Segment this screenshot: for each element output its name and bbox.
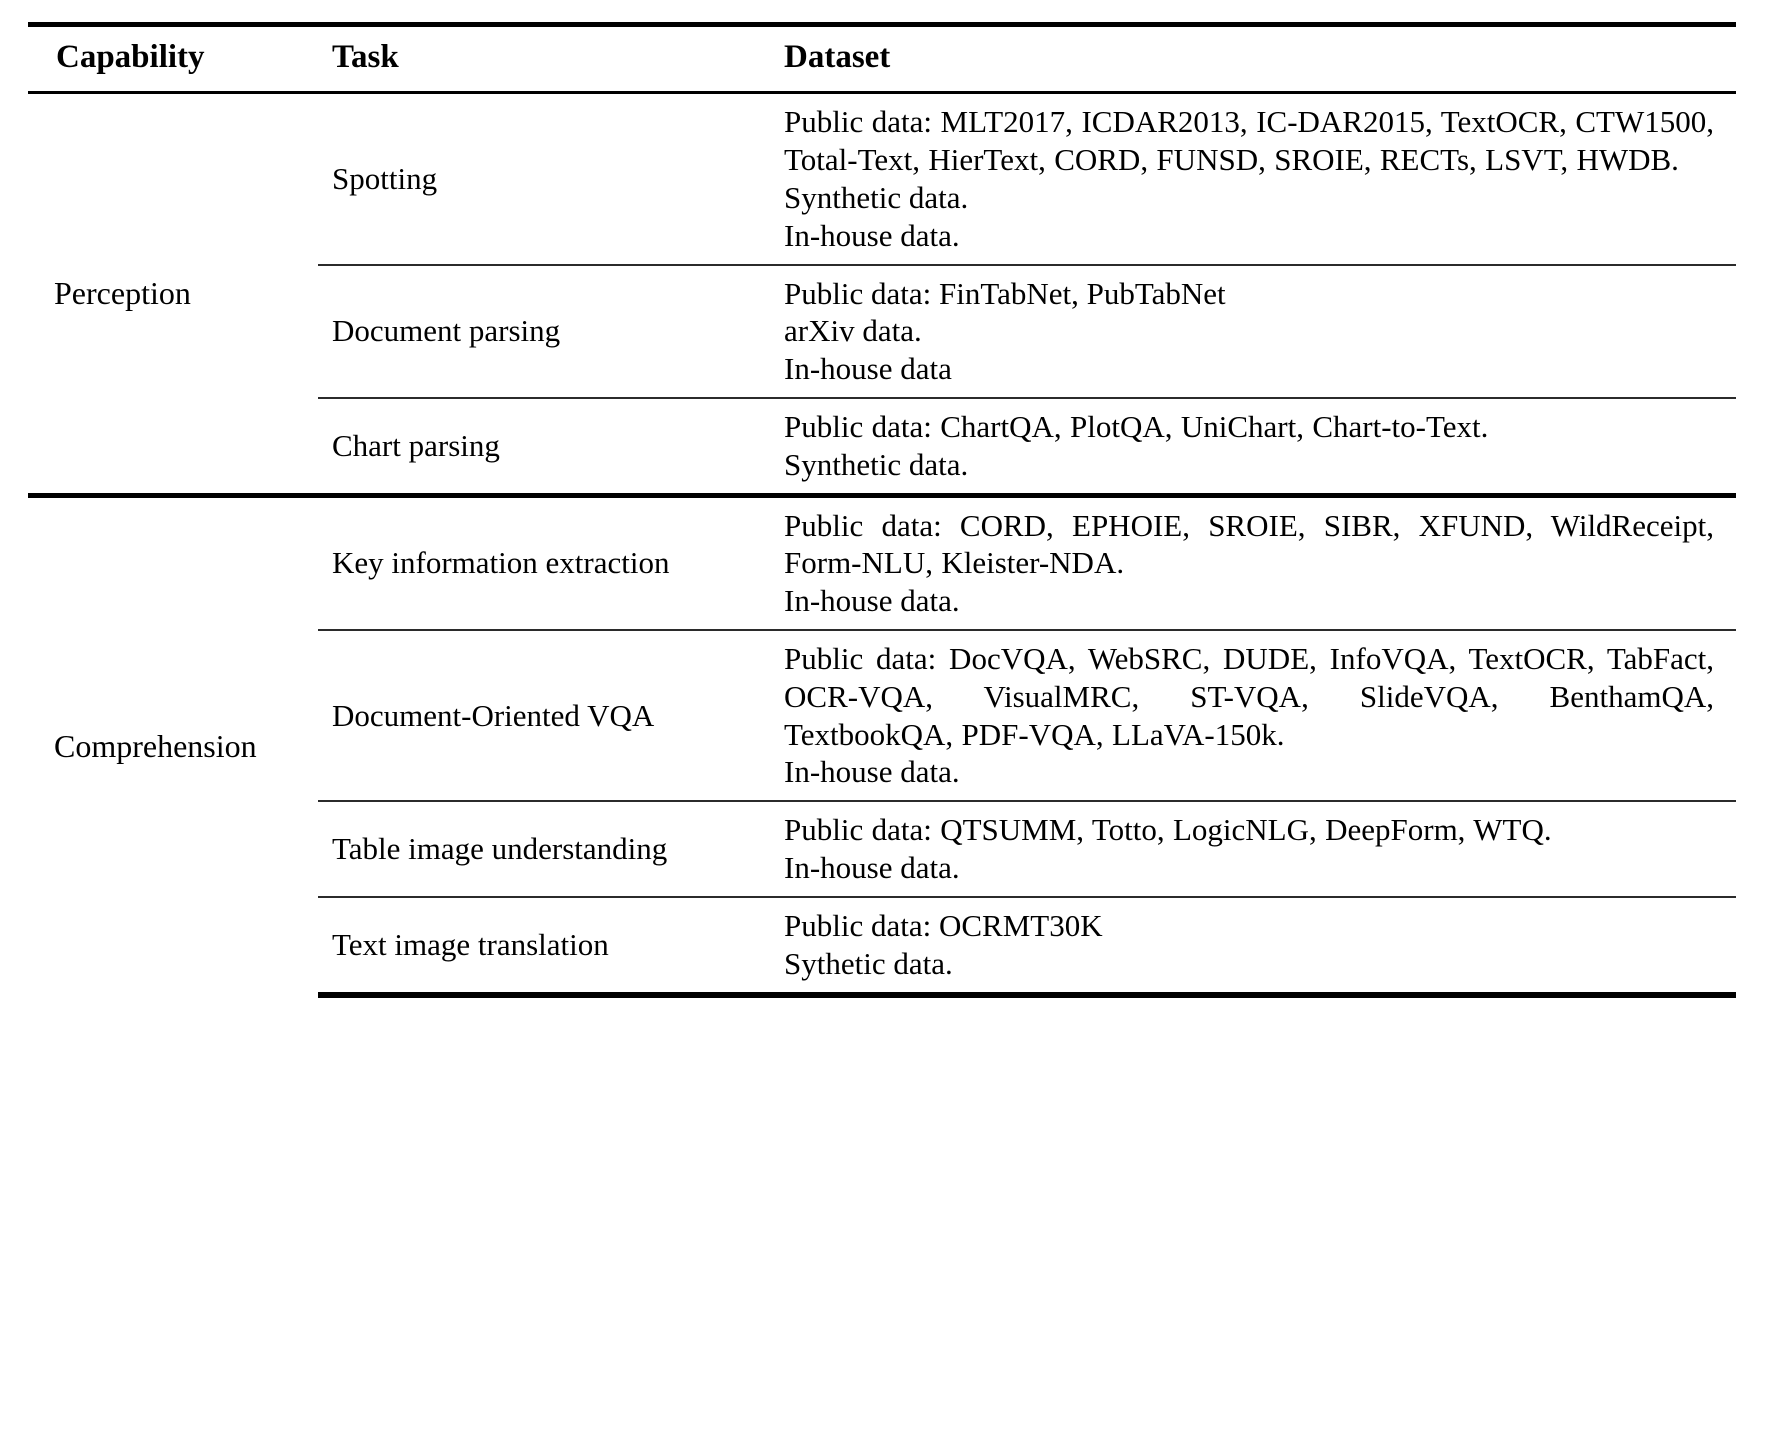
table-row [28, 495, 1736, 630]
header-row [28, 25, 1736, 93]
dataset-line-inhouse: In-house data. [784, 850, 960, 886]
dataset-line-public: Public data: DocVQA, WebSRC, DUDE, InfoVQA, TextOCR, TabFact, OCR-VQA, VisualMRC, ST-VQA, SlideVQA, BenthamQA, TextbookQA, PDF-VQA, LLaVA-150k. [784, 641, 1714, 752]
task-cell-text-image-translation: Text image translation [318, 897, 770, 995]
dataset-cell-chart-parsing [770, 398, 1736, 495]
dataset-cell-document-parsing [770, 265, 1736, 398]
dataset-line-inhouse: In-house data. [784, 583, 960, 619]
dataset-line-inhouse: In-house data. [784, 217, 960, 253]
table-row [28, 93, 1736, 265]
dataset-line-public: Public data: QTSUMM, Totto, LogicNLG, DeepForm, WTQ. [784, 812, 1552, 848]
capability-cell-perception: Perception [54, 274, 191, 311]
column-header-dataset: Dataset [770, 25, 1736, 93]
table-header [28, 25, 1736, 93]
dataset-line-inhouse: In-house data. [784, 754, 960, 790]
task-cell-document-oriented-vqa: Document-Oriented VQA [318, 630, 770, 801]
dataset-cell-document-oriented-vqa [770, 630, 1736, 801]
capability-task-dataset-table [28, 22, 1736, 998]
dataset-line-synthetic: Synthetic data. [784, 446, 969, 482]
dataset-line-synthetic: Synthetic data. [784, 179, 969, 215]
dataset-line-public: Public data: FinTabNet, PubTabNet [784, 275, 1226, 311]
dataset-cell-table-image-understanding [770, 801, 1736, 897]
dataset-line-inhouse: In-house data [784, 351, 952, 387]
dataset-line-public: Public data: ChartQA, PlotQA, UniChart, Chart-to-Text. [784, 408, 1489, 444]
task-cell-chart-parsing: Chart parsing [318, 398, 770, 495]
task-cell-key-information-extraction: Key information extraction [318, 495, 770, 630]
task-cell-table-image-understanding: Table image understanding [318, 801, 770, 897]
dataset-line-sythetic: Sythetic data. [784, 945, 953, 981]
column-header-capability: Capability [28, 25, 318, 93]
dataset-line-public: Public data: CORD, EPHOIE, SROIE, SIBR, XFUND, WildReceipt, Form-NLU, Kleister-NDA. [784, 507, 1714, 581]
dataset-line-public: Public data: MLT2017, ICDAR2013, IC-DAR2015, TextOCR, CTW1500, Total-Text, HierText, CORD, FUNSD, SROIE, RECTs, LSVT, HWDB. [784, 104, 1714, 178]
dataset-cell-spotting [770, 93, 1736, 265]
dataset-line-public: Public data: OCRMT30K [784, 907, 1103, 943]
dataset-cell-text-image-translation [770, 897, 1736, 995]
capability-cell-comprehension: Comprehension [28, 495, 318, 994]
task-cell-document-parsing: Document parsing [318, 265, 770, 398]
table-body [28, 93, 1736, 995]
dataset-cell-key-information-extraction [770, 495, 1736, 630]
column-header-task: Task [318, 25, 770, 93]
dataset-line-arxiv: arXiv data. [784, 313, 922, 349]
task-cell-spotting: Spotting [332, 160, 438, 196]
